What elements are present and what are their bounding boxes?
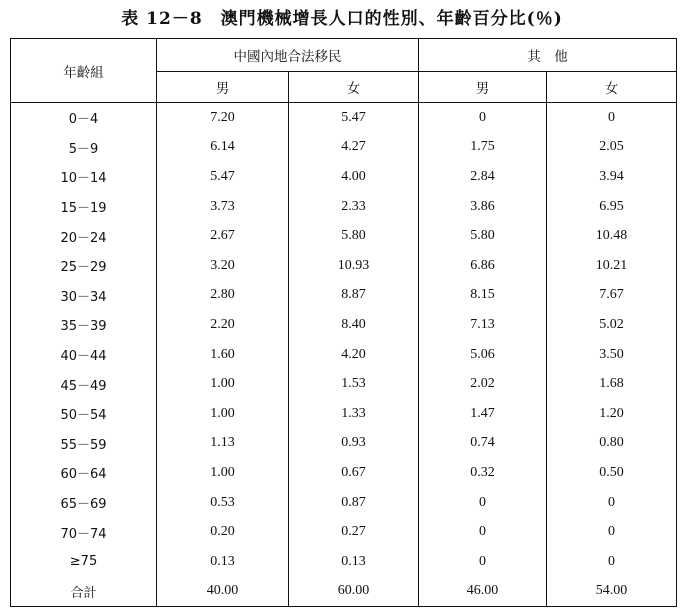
mainland-female-cell: 0.13 [289,547,419,577]
mainland-male-cell: 2.80 [157,281,289,311]
other-male-cell: 6.86 [419,251,547,281]
age-group-header: 年齡組 [11,39,157,103]
mainland-male-cell: 2.20 [157,310,289,340]
mainland-male-cell: 0.20 [157,517,289,547]
other-male-cell: 0 [419,517,547,547]
table-row [11,517,677,547]
other-male-cell: 0 [419,547,547,577]
mainland-female-cell: 2.33 [289,192,419,222]
other-male-cell: 0.74 [419,429,547,459]
other-male-cell: 8.15 [419,281,547,311]
table-row [11,103,677,133]
other-female-cell: 3.94 [547,162,677,192]
age-cell: 55－59 [11,429,157,459]
other-male-cell: 1.75 [419,133,547,163]
table-row [11,577,677,607]
mainland-male-cell: 6.14 [157,133,289,163]
other-male-cell: 46.00 [419,577,547,607]
mainland-female-cell: 4.20 [289,340,419,370]
mainland-male-header: 男 [157,72,289,103]
data-table [10,38,677,607]
other-female-cell: 10.21 [547,251,677,281]
mainland-female-cell: 4.00 [289,162,419,192]
other-male-cell: 2.02 [419,369,547,399]
other-female-cell: 0 [547,488,677,518]
age-cell: 45－49 [11,369,157,399]
other-male-cell: 0.32 [419,458,547,488]
mainland-male-cell: 1.13 [157,429,289,459]
other-female-cell: 0 [547,547,677,577]
table-row [11,192,677,222]
table-row [11,281,677,311]
table-row [11,133,677,163]
table-row [11,399,677,429]
other-header: 其 他 [419,39,677,72]
age-cell: 10－14 [11,162,157,192]
other-male-cell: 0 [419,103,547,133]
mainland-male-cell: 1.00 [157,458,289,488]
other-female-cell: 1.68 [547,369,677,399]
mainland-female-cell: 0.87 [289,488,419,518]
mainland-female-cell: 0.67 [289,458,419,488]
other-female-cell: 0 [547,103,677,133]
other-female-cell: 0 [547,517,677,547]
table-row [11,458,677,488]
mainland-female-cell: 10.93 [289,251,419,281]
age-cell: 合計 [11,577,157,607]
other-female-cell: 1.20 [547,399,677,429]
other-female-cell: 0.80 [547,429,677,459]
age-cell: 15－19 [11,192,157,222]
table-header [11,39,677,103]
age-cell: 70－74 [11,517,157,547]
mainland-female-cell: 0.27 [289,517,419,547]
age-cell: 65－69 [11,488,157,518]
other-male-cell: 1.47 [419,399,547,429]
age-cell: 0－4 [11,103,157,133]
mainland-male-cell: 7.20 [157,103,289,133]
other-male-cell: 5.06 [419,340,547,370]
age-cell: 25－29 [11,251,157,281]
mainland-male-cell: 3.20 [157,251,289,281]
mainland-male-cell: 40.00 [157,577,289,607]
mainland-male-cell: 2.67 [157,221,289,251]
other-female-cell: 2.05 [547,133,677,163]
age-cell: 35－39 [11,310,157,340]
mainland-female-cell: 1.33 [289,399,419,429]
other-male-cell: 3.86 [419,192,547,222]
table-row [11,162,677,192]
mainland-female-header: 女 [289,72,419,103]
table-row [11,369,677,399]
table-title: 表 12－8 澳門機械增長人口的性別、年齡百分比(％) [121,9,563,29]
table-body [11,103,677,607]
mainland-female-cell: 60.00 [289,577,419,607]
other-male-header: 男 [419,72,547,103]
other-female-header: 女 [547,72,677,103]
table-row [11,221,677,251]
mainland-migrants-header: 中國內地合法移民 [157,39,419,72]
other-male-cell: 7.13 [419,310,547,340]
age-cell: 40－44 [11,340,157,370]
age-cell: 5－9 [11,133,157,163]
mainland-female-cell: 0.93 [289,429,419,459]
table-row [11,488,677,518]
table-row [11,547,677,577]
mainland-male-cell: 5.47 [157,162,289,192]
mainland-male-cell: 1.00 [157,399,289,429]
age-cell: 60－64 [11,458,157,488]
mainland-female-cell: 5.47 [289,103,419,133]
mainland-male-cell: 0.13 [157,547,289,577]
other-female-cell: 7.67 [547,281,677,311]
other-male-cell: 2.84 [419,162,547,192]
age-cell: 50－54 [11,399,157,429]
other-female-cell: 6.95 [547,192,677,222]
header-row-groups [11,39,677,72]
age-cell: 20－24 [11,221,157,251]
table-row [11,340,677,370]
mainland-female-cell: 8.40 [289,310,419,340]
age-cell: ≥75 [11,547,157,577]
mainland-male-cell: 3.73 [157,192,289,222]
other-male-cell: 5.80 [419,221,547,251]
other-female-cell: 5.02 [547,310,677,340]
age-cell: 30－34 [11,281,157,311]
mainland-female-cell: 1.53 [289,369,419,399]
other-female-cell: 10.48 [547,221,677,251]
table-row [11,310,677,340]
other-female-cell: 54.00 [547,577,677,607]
other-female-cell: 3.50 [547,340,677,370]
mainland-female-cell: 5.80 [289,221,419,251]
mainland-male-cell: 1.60 [157,340,289,370]
other-female-cell: 0.50 [547,458,677,488]
mainland-male-cell: 1.00 [157,369,289,399]
mainland-female-cell: 8.87 [289,281,419,311]
mainland-male-cell: 0.53 [157,488,289,518]
table-row [11,251,677,281]
table-row [11,429,677,459]
mainland-female-cell: 4.27 [289,133,419,163]
other-male-cell: 0 [419,488,547,518]
